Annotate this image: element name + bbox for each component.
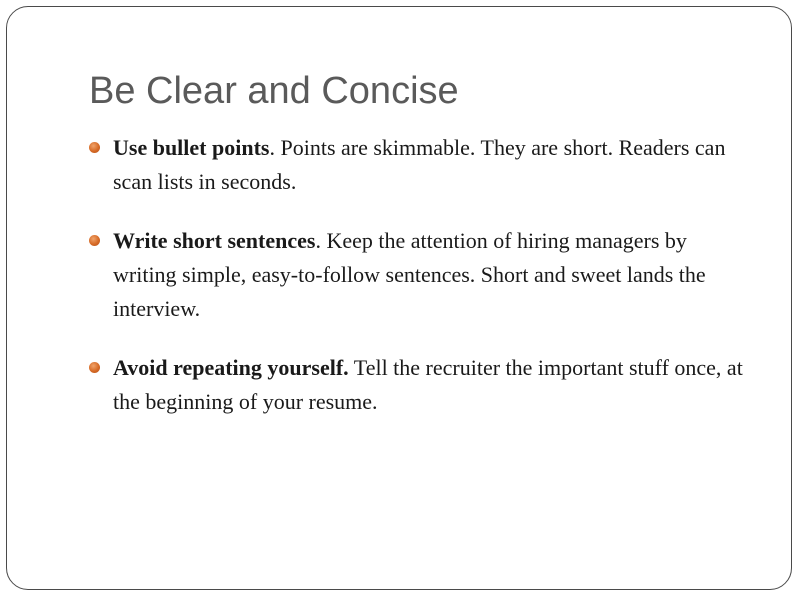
bullet-heading: Use bullet points [113, 135, 270, 160]
bullet-heading: Avoid repeating yourself. [113, 355, 349, 380]
slide-title: Be Clear and Concise [89, 70, 459, 112]
bullet-list [89, 131, 749, 444]
bullet-dot-icon [89, 362, 100, 373]
bullet-text: Tell the recruiter the important stuff once, at the beginning of your resume. [113, 355, 743, 414]
bullet-dot-icon [89, 142, 100, 153]
bullet-item-avoid-repeating [89, 351, 749, 419]
bullet-heading: Write short sentences [113, 228, 316, 253]
bullet-item-write-short-sentences [89, 224, 749, 326]
bullet-text: . Points are skimmable. They are short. Readers can scan lists in seconds. [113, 135, 726, 194]
bullet-text: . Keep the attention of hiring managers by writing simple, easy-to-follow sentences. Short and sweet lands the interview. [113, 228, 706, 321]
bullet-dot-icon [89, 235, 100, 246]
bullet-item-use-bullet-points [89, 131, 749, 199]
